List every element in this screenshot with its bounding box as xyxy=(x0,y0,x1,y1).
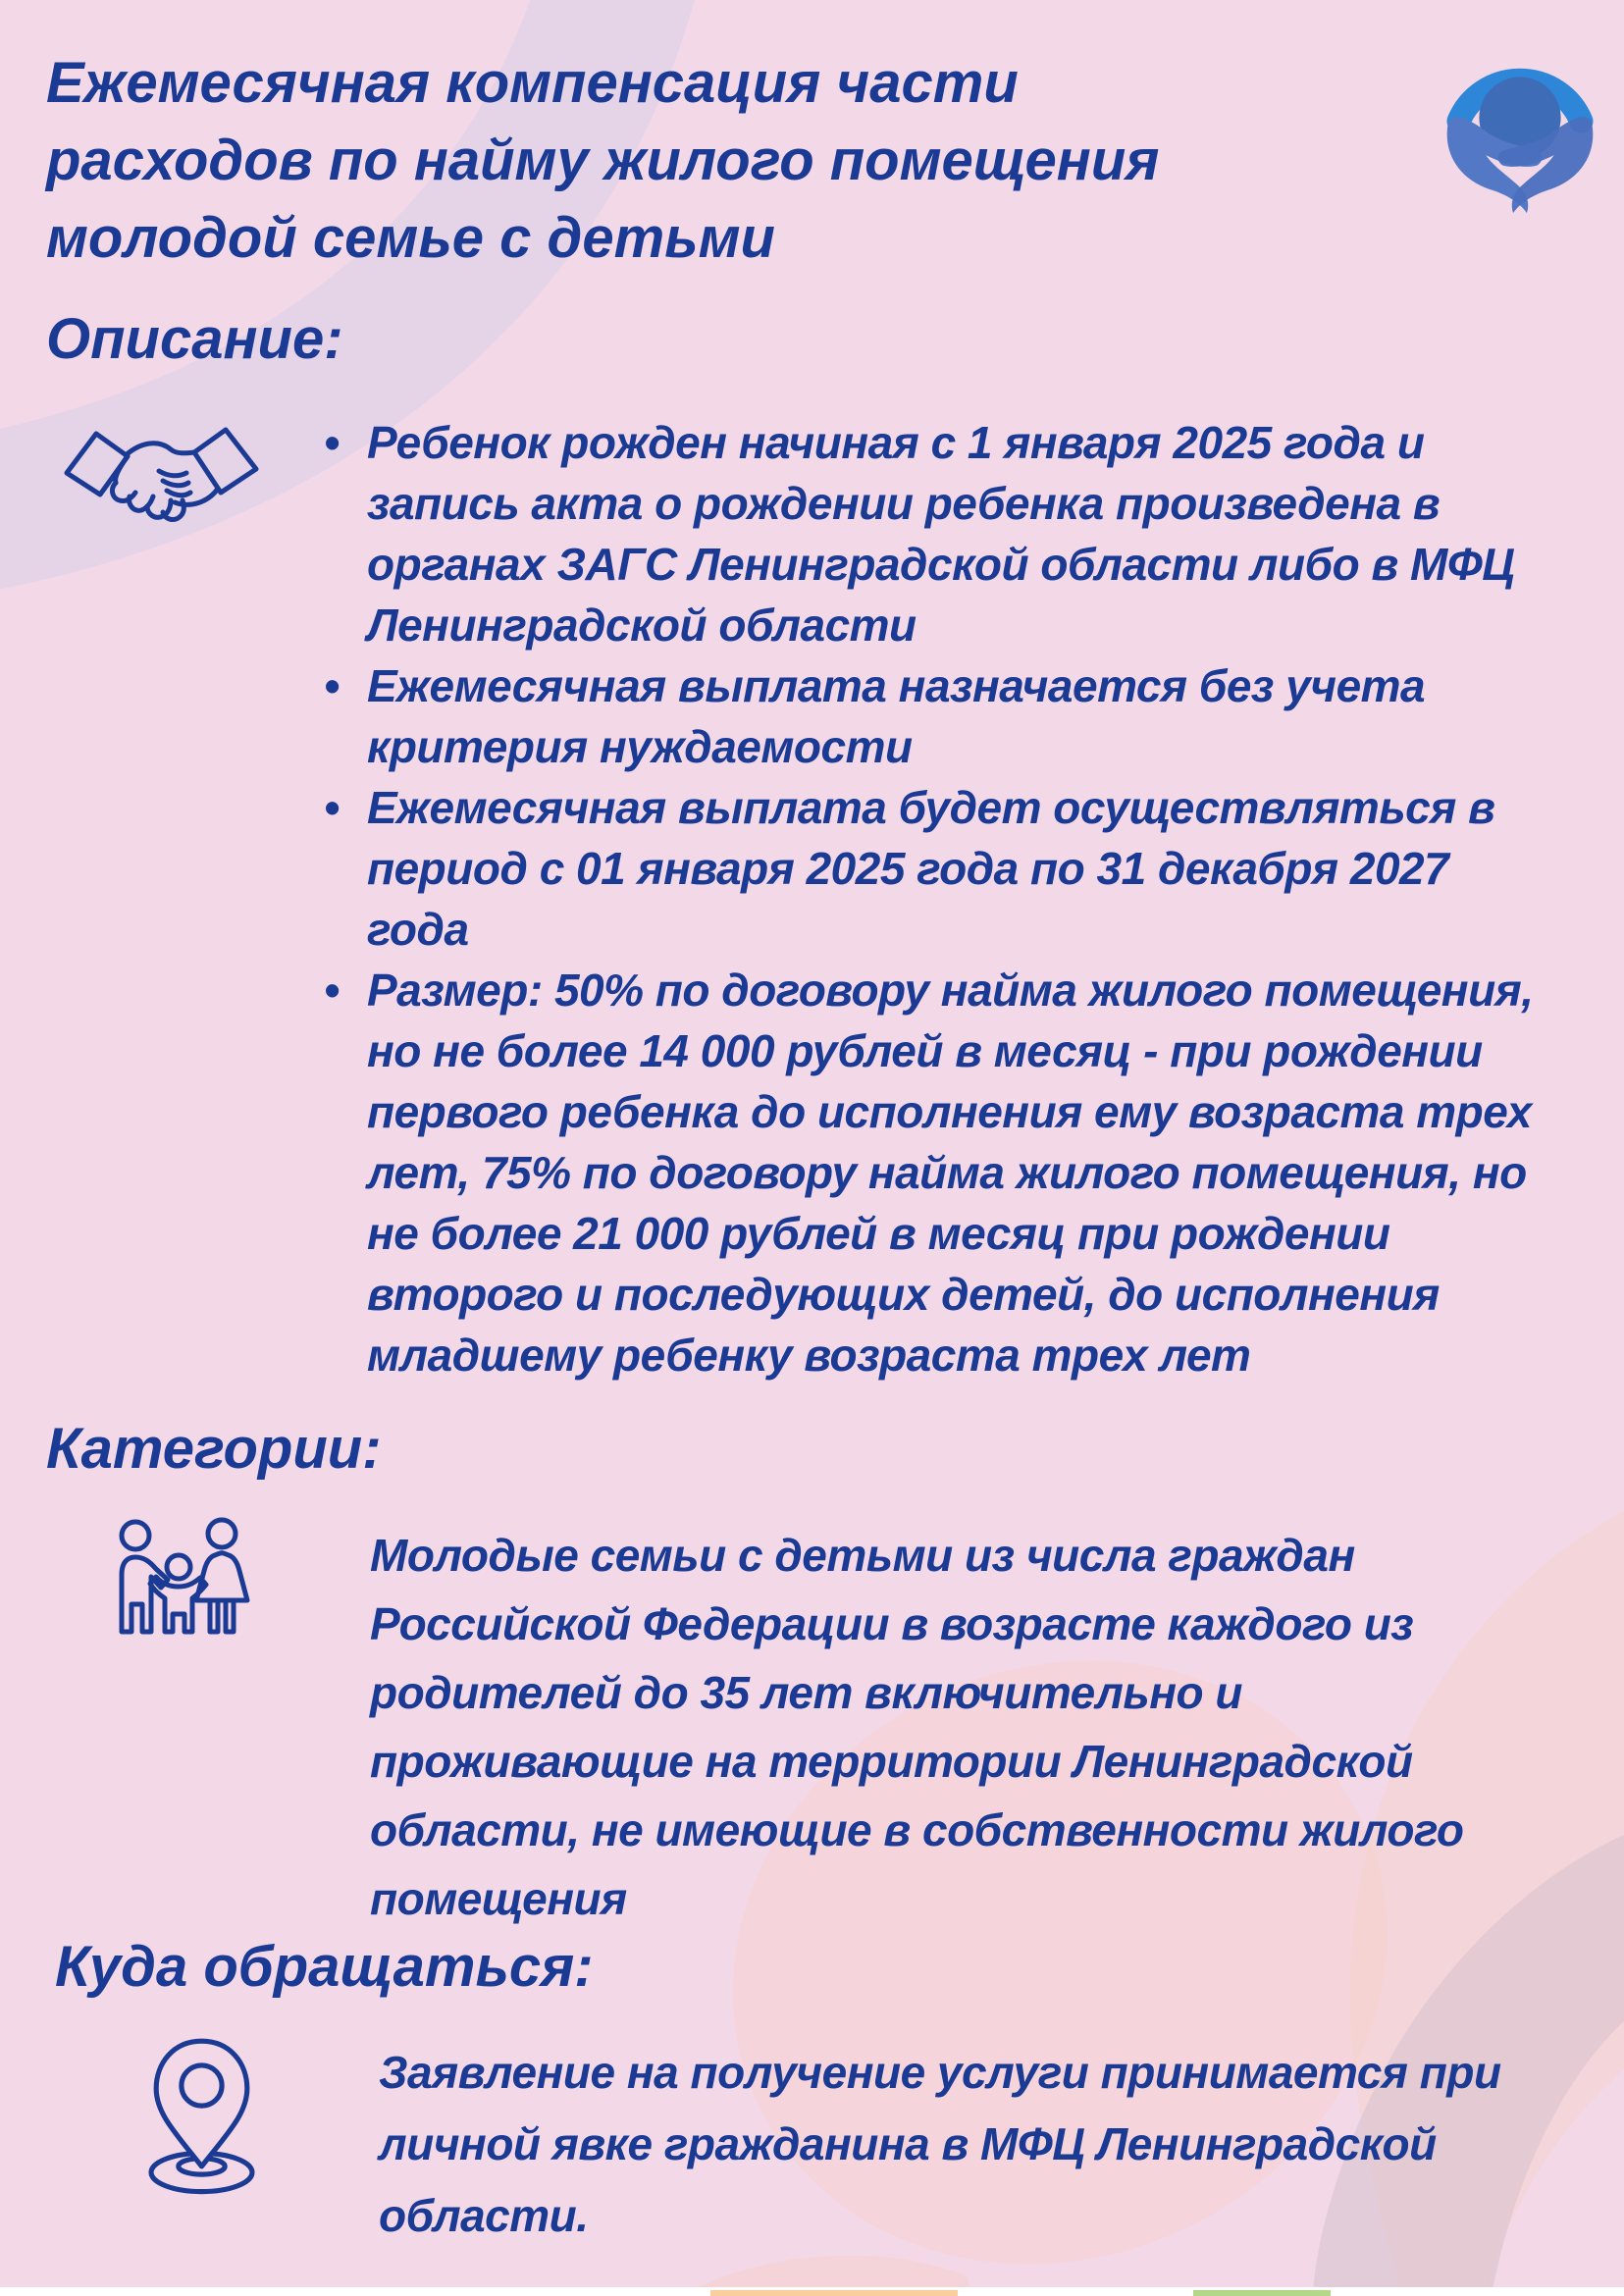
bullet-text: Размер: 50% по договору найма жилого помещения, но не более 14 000 рублей в месяц - при рождении первого ребенка до исполнения ему возраста трех лет, 75% по договору найма жилого помещения, но не более 21 000 рублей в месяц при рождении второго и последующих детей, до исполнения младшему ребенку возраста трех лет xyxy=(367,965,1534,1381)
list-item xyxy=(324,655,1534,777)
section-heading-apply: Куда обращаться: xyxy=(55,1935,594,1999)
bullet-marker: • xyxy=(324,417,340,468)
bullet-text: Ежемесячная выплата назначается без учета критерия нуждаемости xyxy=(367,660,1426,772)
bullet-text: Ребенок рожден начиная с 1 января 2025 года и запись акта о рождении ребенка произведена в органах ЗАГС Ленинградской области либо в МФЦ Ленинградской области xyxy=(367,417,1515,651)
apply-text: Заявление на получение услуги принимается при личной явке гражданина в МФЦ Ленинградской области. xyxy=(379,2047,1501,2241)
footer-accent-green xyxy=(1193,2290,1331,2296)
bullet-text: Ежемесячная выплата будет осуществляться в период с 01 января 2025 года по 31 декабря 2027 года xyxy=(367,782,1495,955)
section-heading-categories: Категории: xyxy=(46,1417,382,1481)
footer-accent-orange xyxy=(710,2290,958,2296)
list-item xyxy=(324,960,1534,1385)
section-heading-description: Описание: xyxy=(46,307,343,371)
page-title: Ежемесячная компенсация части расходов по найму жилого помещения молодой семье с детьми xyxy=(46,51,1160,270)
family-icon xyxy=(96,1514,261,1679)
handshake-icon xyxy=(61,410,262,548)
list-item xyxy=(324,777,1534,960)
categories-text: Молодые семьи с детьми из числа граждан Российской Федерации в возрасте каждого из родителей до 35 лет включительно и проживающие на территории Ленинградской области, не имеющие в собственности жилого помещения xyxy=(370,1530,1464,1924)
description-bullet-list xyxy=(324,412,1534,1385)
bullet-marker: • xyxy=(324,782,340,833)
bullet-marker: • xyxy=(324,660,340,711)
location-pin-icon xyxy=(135,2033,268,2205)
bullet-marker: • xyxy=(324,965,340,1016)
list-item xyxy=(324,412,1534,655)
